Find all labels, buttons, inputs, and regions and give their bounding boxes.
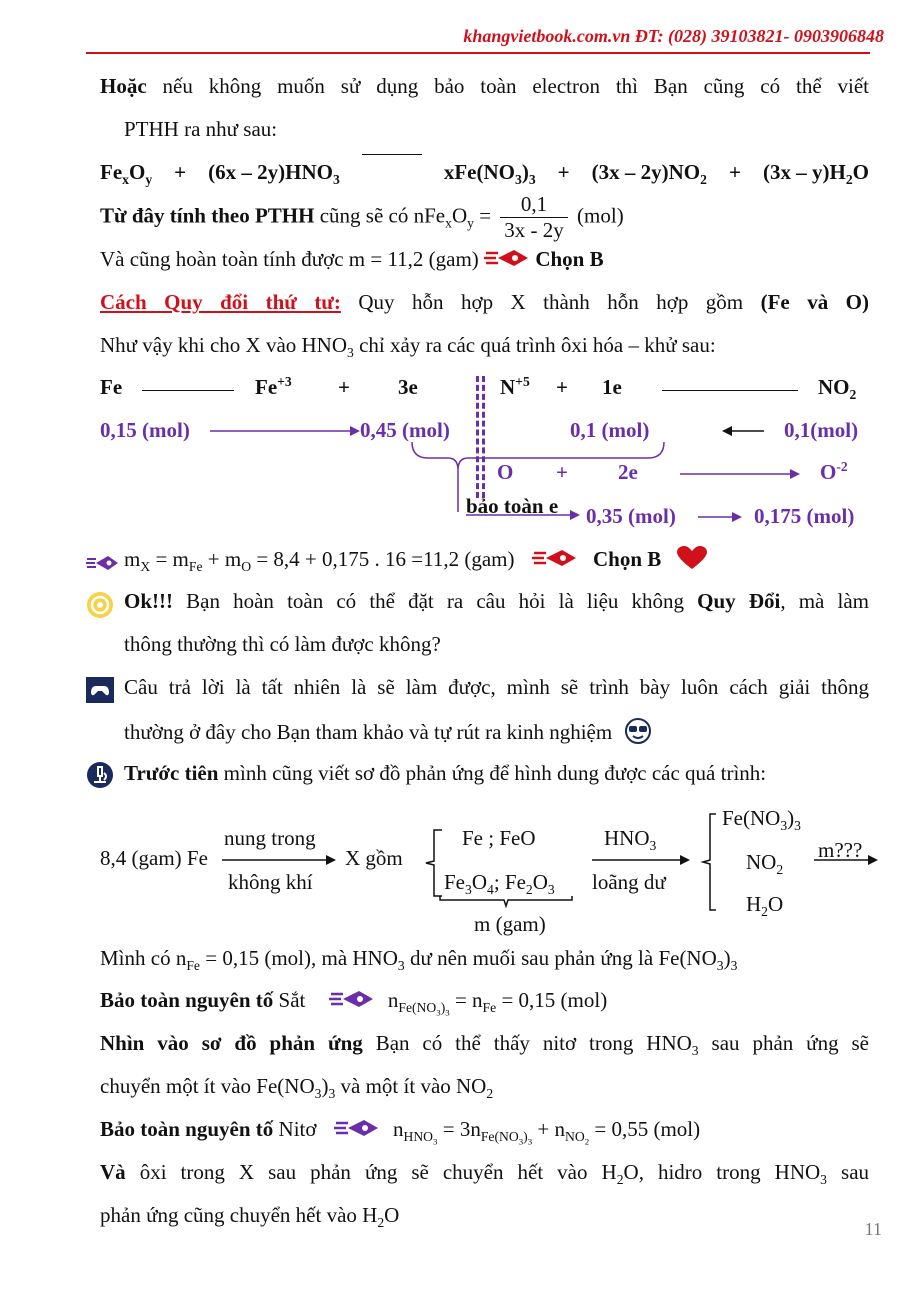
page-number: 11 [864, 1219, 882, 1239]
arrow [814, 853, 880, 867]
header-rule [86, 52, 870, 54]
paragraph-bt-n: Bảo toàn nguyên tố Nitơ $n_{HNO_3} = 3n_{Fe(NO_3)_3} + n_{NO_2} = 0,55$ (mol) [100, 1117, 701, 1147]
paragraph-result: Và cũng hoàn toàn tính được m = 11,2 (gam) Chọn B [100, 247, 604, 275]
paragraph-look-line2: chuyển một ít vào $Fe(NO_3)_3$ và một ít vào $NO_2$ [100, 1074, 494, 1102]
brace-left [700, 812, 720, 912]
fraction: $\frac{0,1}{3x - 2y}$ [500, 192, 568, 243]
brace-bottom [438, 894, 574, 910]
header: khangvietbook.com.vn ĐT: (028) 39103821- 0903906848 [463, 26, 884, 46]
brace-left [422, 828, 446, 898]
paragraph-look: Nhìn vào sơ đồ phản ứng Bạn có thể thấy nitơ trong $HNO_3$ sau phản ứng sẽ [100, 1031, 869, 1059]
purple-rocket-icon [334, 1117, 380, 1145]
paragraph-method4: Cách Quy đổi thứ tư: Quy hỗn hợp X thành hỗn hợp gồm (Fe và O) [100, 290, 870, 314]
arrow-purple [698, 510, 744, 524]
reaction-arrow [362, 154, 422, 179]
gamepad-icon [86, 677, 114, 709]
arrow-purple [466, 508, 582, 522]
arrow [142, 390, 234, 391]
paragraph-process: Như vậy khi cho X vào $HNO_3$ chỉ xảy ra các quá trình ôxi hóa – khử sau: [100, 333, 716, 361]
paragraph-ok-line2: thông thường thì có làm được không? [124, 632, 441, 656]
arrow-purple-left [722, 424, 766, 438]
rocket-icon [484, 247, 530, 275]
sunglasses-face-icon [625, 718, 651, 750]
arrow-purple [680, 467, 802, 481]
smiley-icon [86, 591, 114, 625]
paragraph-oxygen: Và ôxi trong X sau phản ứng sẽ chuyển hết vào $H_2O$, hidro trong $HNO_3$ sau [100, 1160, 870, 1188]
purple-rocket-icon [329, 988, 375, 1016]
arrow [592, 853, 692, 867]
paragraph-pthh-calc: Từ đây tính theo PTHH cũng sẽ có $nFe_xO_y$ = $\frac{0,1}{3x - 2y}$ (mol) [100, 192, 624, 243]
paragraph-hoac: Hoặc nếu không muốn sử dụng bảo toàn electron thì Bạn cũng có thể viết [100, 74, 869, 98]
paragraph-answer-line2: thường ở đây cho Bạn tham khảo và tự rút ra kinh nghiệm [124, 718, 651, 750]
microscope-icon [86, 761, 114, 795]
paragraph-nfe: Mình có $n_{Fe} = 0,15$ (mol), mà $HNO_3$ dư nên muối sau phản ứng là $Fe(NO_3)_3$ [100, 946, 738, 974]
arrow [662, 390, 798, 391]
paragraph-mass: $m_X = m_{Fe} + m_O = 8,4 + 0,175$ . 16 =11,2 (gam) Chọn B [124, 546, 707, 576]
equation-pthh: $Fe_xO_y$ + $(6x - 2y)HNO_3$ $xFe(NO_3)_3$ + $(3x - 2y)NO_2$ + $(3x - y)H_2O$ [100, 160, 869, 185]
paragraph-ok: Ok!!! Bạn hoàn toàn có thể đặt ra câu hỏi là liệu không Quy Đổi, mà làm [124, 589, 869, 613]
paragraph-first: Trước tiên mình cũng viết sơ đồ phản ứng để hình dung được các quá trình: [124, 761, 767, 785]
arrow [222, 853, 338, 867]
paragraph-bt-fe: Bảo toàn nguyên tố Sắt $n_{Fe(NO_3)_3} = n_{Fe} = 0,15$ (mol) [100, 988, 608, 1018]
paragraph-oxygen-line2: phản ứng cũng chuyển hết vào $H_2O$ [100, 1203, 400, 1231]
purple-rocket-icon [86, 553, 120, 578]
heart-icon [677, 546, 707, 576]
arrow-purple [210, 424, 362, 438]
paragraph-answer: Câu trả lời là tất nhiên là sẽ làm được, mình sẽ trình bày luôn cách giải thông [124, 675, 869, 699]
rocket-icon [532, 547, 578, 575]
paragraph-hoac-line2: PTHH ra như sau: [124, 117, 278, 141]
